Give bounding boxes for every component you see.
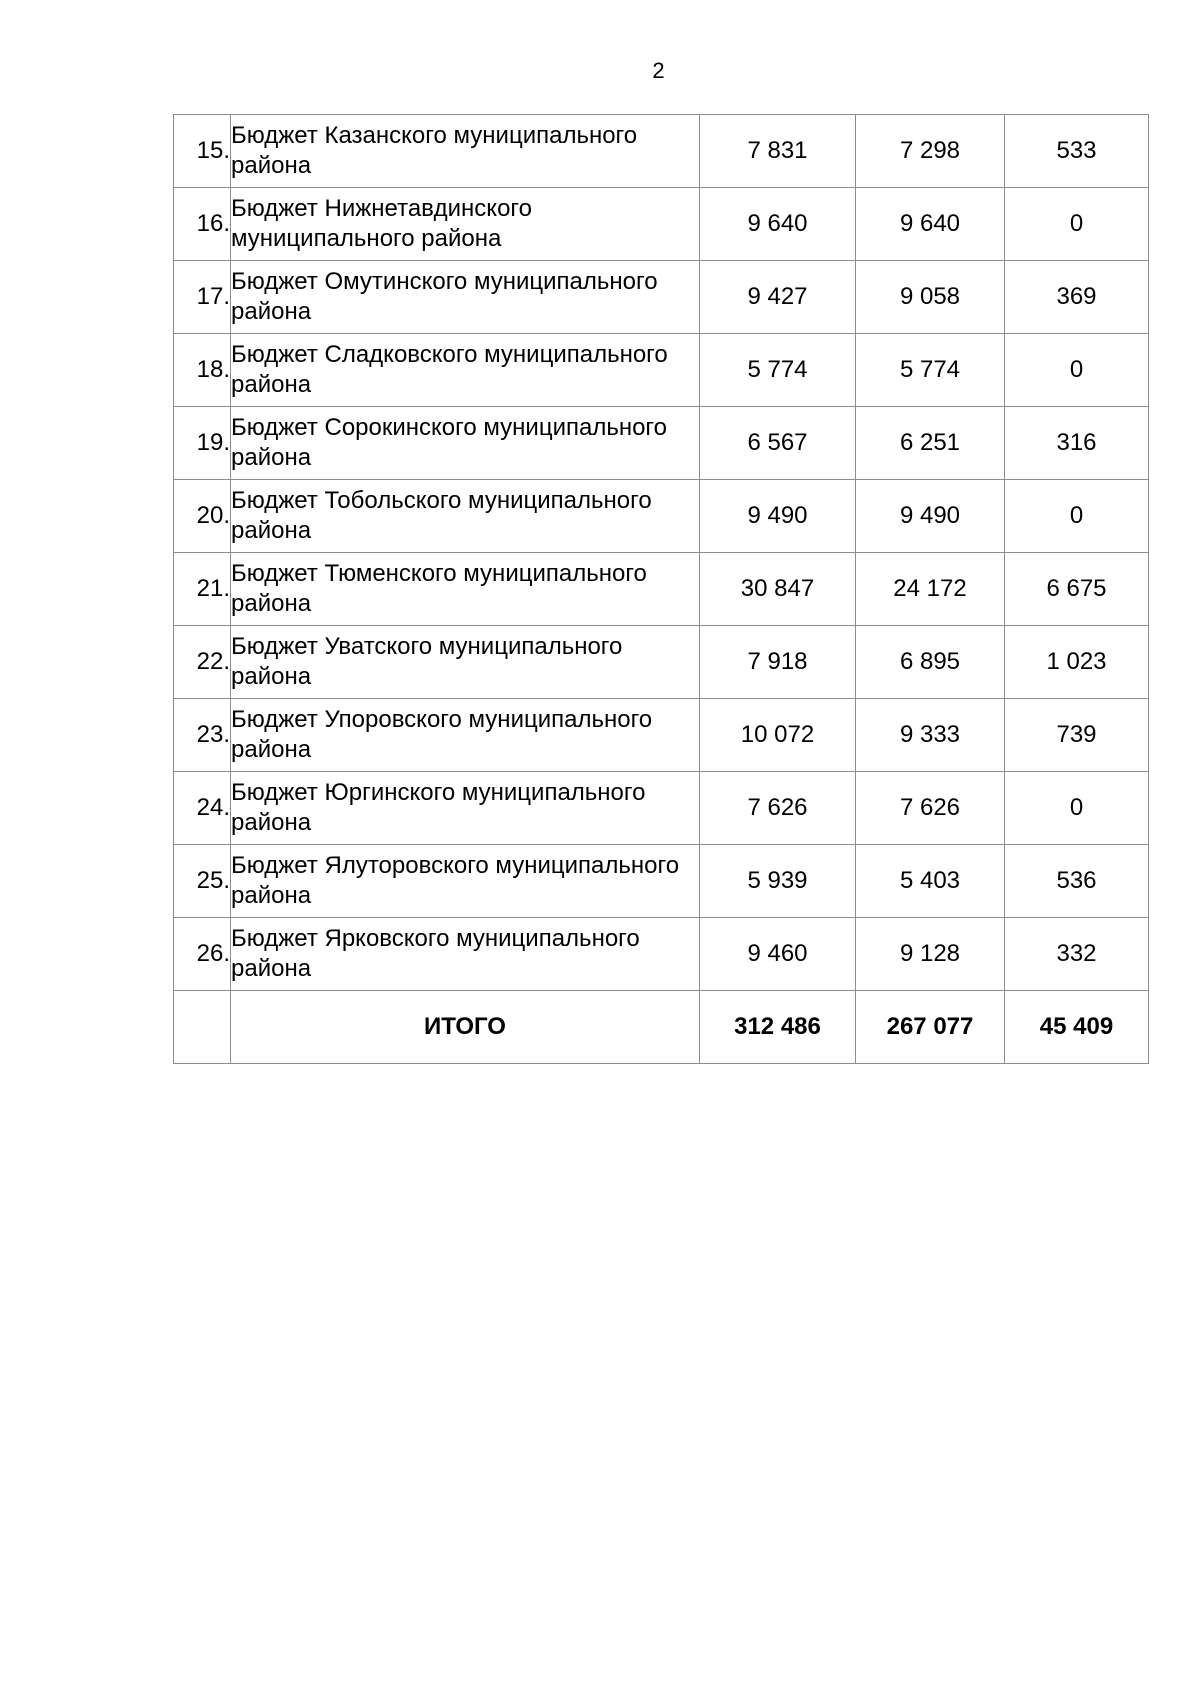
- row-number: 17.: [174, 261, 231, 334]
- row-number: 19.: [174, 407, 231, 480]
- value-cell-3: 6 675: [1005, 553, 1149, 626]
- total-row-number: [174, 991, 231, 1064]
- value-cell-2: 7 298: [856, 115, 1005, 188]
- value-cell-3: 533: [1005, 115, 1149, 188]
- value-cell-1: 7 626: [700, 772, 856, 845]
- value-cell-1: 30 847: [700, 553, 856, 626]
- budget-name: Бюджет Казанского муниципального района: [231, 115, 700, 188]
- value-cell-3: 739: [1005, 699, 1149, 772]
- row-number: 26.: [174, 918, 231, 991]
- value-cell-3: 332: [1005, 918, 1149, 991]
- page-number: 2: [652, 58, 665, 83]
- table-row: [174, 407, 1149, 480]
- value-cell-1: 9 460: [700, 918, 856, 991]
- row-number: 16.: [174, 188, 231, 261]
- budget-name: Бюджет Уватского муниципального района: [231, 626, 700, 699]
- value-cell-2: 24 172: [856, 553, 1005, 626]
- row-number: 21.: [174, 553, 231, 626]
- value-cell-3: 369: [1005, 261, 1149, 334]
- value-cell-2: 9 640: [856, 188, 1005, 261]
- value-cell-2: 7 626: [856, 772, 1005, 845]
- table-row: [174, 480, 1149, 553]
- budget-name: Бюджет Ялуторовского муниципального района: [231, 845, 700, 918]
- table-row: [174, 188, 1149, 261]
- row-number: 25.: [174, 845, 231, 918]
- budget-name: Бюджет Сладковского муниципального района: [231, 334, 700, 407]
- row-number: 23.: [174, 699, 231, 772]
- value-cell-3: 1 023: [1005, 626, 1149, 699]
- total-value-1: 312 486: [700, 991, 856, 1064]
- value-cell-2: 9 490: [856, 480, 1005, 553]
- table-row: [174, 845, 1149, 918]
- value-cell-1: 9 490: [700, 480, 856, 553]
- row-number: 22.: [174, 626, 231, 699]
- row-number: 18.: [174, 334, 231, 407]
- value-cell-2: 6 895: [856, 626, 1005, 699]
- budget-name: Бюджет Омутинского муниципального района: [231, 261, 700, 334]
- table-row: [174, 334, 1149, 407]
- budget-name: Бюджет Тюменского муниципального района: [231, 553, 700, 626]
- table-row: [174, 261, 1149, 334]
- row-number: 24.: [174, 772, 231, 845]
- table-row: [174, 918, 1149, 991]
- budget-name: Бюджет Упоровского муниципального района: [231, 699, 700, 772]
- budget-table-body: [174, 115, 1149, 1064]
- table-row: [174, 115, 1149, 188]
- value-cell-2: 9 128: [856, 918, 1005, 991]
- value-cell-3: 0: [1005, 334, 1149, 407]
- budget-name: Бюджет Тобольского муниципального района: [231, 480, 700, 553]
- value-cell-3: 536: [1005, 845, 1149, 918]
- value-cell-1: 6 567: [700, 407, 856, 480]
- row-number: 20.: [174, 480, 231, 553]
- value-cell-2: 6 251: [856, 407, 1005, 480]
- table-row: [174, 626, 1149, 699]
- value-cell-1: 5 939: [700, 845, 856, 918]
- table-row: [174, 699, 1149, 772]
- value-cell-1: 5 774: [700, 334, 856, 407]
- total-row: [174, 991, 1149, 1064]
- budget-name: Бюджет Юргинского муниципального района: [231, 772, 700, 845]
- value-cell-1: 9 427: [700, 261, 856, 334]
- total-value-3: 45 409: [1005, 991, 1149, 1064]
- total-value-2: 267 077: [856, 991, 1005, 1064]
- value-cell-1: 7 918: [700, 626, 856, 699]
- budget-name: Бюджет Сорокинского муниципального района: [231, 407, 700, 480]
- value-cell-2: 5 403: [856, 845, 1005, 918]
- budget-name: Бюджет Нижнетавдинского муниципального района: [231, 188, 700, 261]
- table-row: [174, 553, 1149, 626]
- value-cell-1: 10 072: [700, 699, 856, 772]
- value-cell-1: 9 640: [700, 188, 856, 261]
- value-cell-3: 0: [1005, 188, 1149, 261]
- value-cell-3: 0: [1005, 772, 1149, 845]
- total-label: ИТОГО: [231, 991, 700, 1064]
- value-cell-2: 9 333: [856, 699, 1005, 772]
- table-row: [174, 772, 1149, 845]
- value-cell-3: 0: [1005, 480, 1149, 553]
- value-cell-1: 7 831: [700, 115, 856, 188]
- budget-name: Бюджет Ярковского муниципального района: [231, 918, 700, 991]
- row-number: 15.: [174, 115, 231, 188]
- value-cell-2: 9 058: [856, 261, 1005, 334]
- budget-table: [173, 114, 1149, 1064]
- value-cell-2: 5 774: [856, 334, 1005, 407]
- value-cell-3: 316: [1005, 407, 1149, 480]
